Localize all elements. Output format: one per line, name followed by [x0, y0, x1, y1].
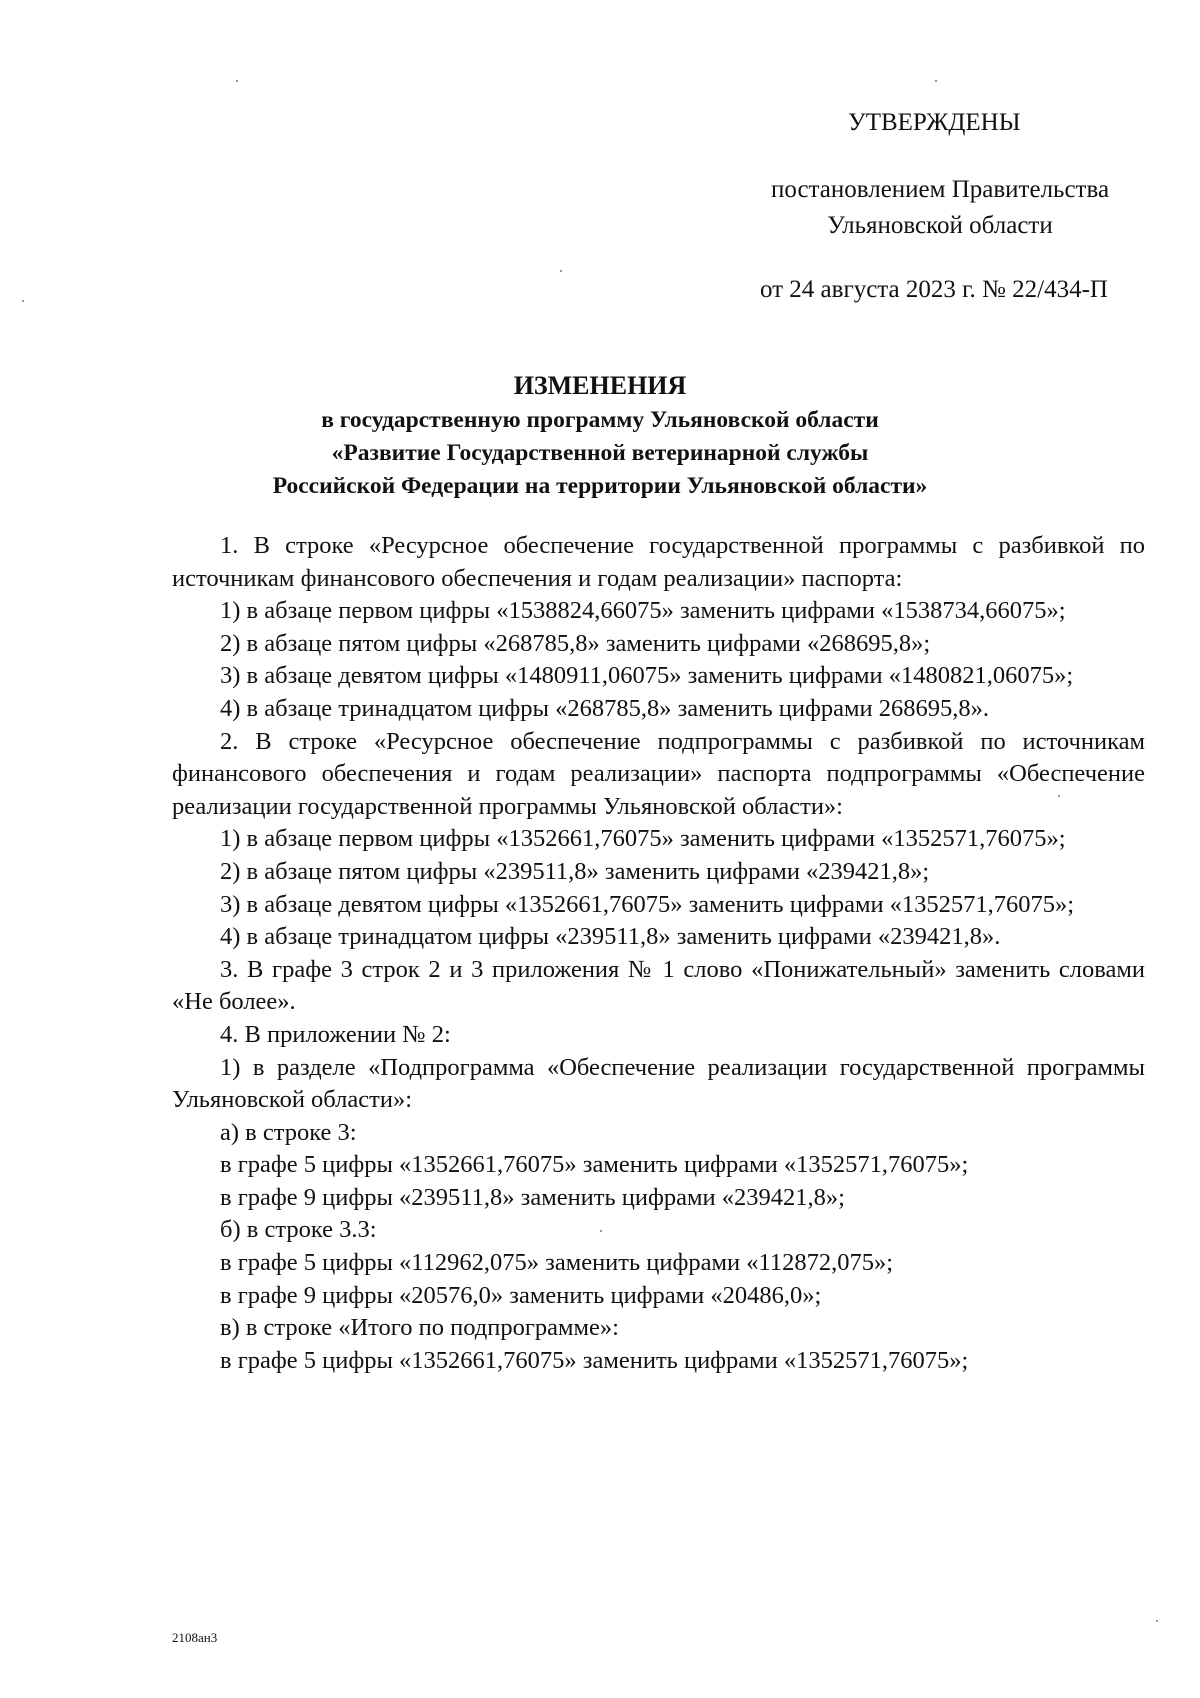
document-body	[172, 530, 1145, 1377]
paragraph: а) в строке 3:	[220, 1118, 357, 1146]
paragraph: в графе 9 цифры «20576,0» заменить цифрами «20486,0»;	[220, 1281, 822, 1309]
decree-reference	[740, 172, 1140, 244]
decree-line-2: Ульяновской области	[827, 212, 1053, 239]
paragraph: 3. В графе 3 строк 2 и 3 приложения № 1 слово «Понижательный» заменить словами «Не более».	[172, 955, 1145, 1016]
scan-speck	[935, 80, 937, 82]
title-line-1: в государственную программу Ульяновской области	[321, 407, 879, 433]
paragraph: в графе 5 цифры «112962,075» заменить цифрами «112872,075»;	[220, 1249, 894, 1277]
paragraph: в графе 5 цифры «1352661,76075» заменить цифрами «1352571,76075»;	[220, 1151, 969, 1179]
approved-label: УТВЕРЖДЕНЫ	[848, 109, 1021, 136]
scan-speck	[236, 80, 238, 82]
paragraph: 3) в абзаце девятом цифры «1352661,76075» заменить цифрами «1352571,76075»;	[220, 890, 1075, 918]
decree-date: от 24 августа 2023 г. № 22/434-П	[759, 276, 1108, 303]
paragraph: 2) в абзаце пятом цифры «268785,8» заменить цифрами «268695,8»;	[220, 629, 931, 657]
scan-speck	[1156, 1620, 1158, 1622]
paragraph: 1) в разделе «Подпрограмма «Обеспечение реализации государственной программы Ульяновской области»:	[172, 1053, 1145, 1114]
paragraph: в графе 5 цифры «1352661,76075» заменить цифрами «1352571,76075»;	[220, 1346, 969, 1374]
footer-code: 2108ан3	[172, 1630, 218, 1645]
paragraph: в) в строке «Итого по подпрограмме»:	[220, 1314, 619, 1342]
paragraph: 4) в абзаце тринадцатом цифры «239511,8» заменить цифрами «239421,8».	[220, 923, 1001, 951]
paragraph: 3) в абзаце девятом цифры «1480911,06075» заменить цифрами «1480821,06075»;	[220, 662, 1074, 690]
paragraph: в графе 9 цифры «239511,8» заменить цифрами «239421,8»;	[220, 1183, 845, 1211]
paragraph: 4) в абзаце тринадцатом цифры «268785,8» заменить цифрами 268695,8».	[220, 694, 989, 722]
paragraph: 2. В строке «Ресурсное обеспечение подпрограммы с разбивкой по источникам финансового обеспечения и годам реализации» паспорта подпрограммы «Обеспечение реализации государственной программы Ульяновской области»:	[172, 727, 1145, 820]
scan-speck	[1058, 795, 1060, 797]
paragraph: 1) в абзаце первом цифры «1352661,76075» заменить цифрами «1352571,76075»;	[220, 825, 1066, 853]
title-line-3: Российской Федерации на территории Ульяновской области»	[272, 473, 928, 499]
paragraph: 2) в абзаце пятом цифры «239511,8» заменить цифрами «239421,8»;	[220, 857, 930, 885]
paragraph: б) в строке 3.3:	[220, 1216, 377, 1244]
paragraph: 1. В строке «Ресурсное обеспечение государственной программы с разбивкой по источникам финансового обеспечения и годам реализации» паспорта:	[172, 532, 1145, 592]
scan-speck	[600, 1230, 602, 1232]
title-heading: ИЗМЕНЕНИЯ	[513, 371, 687, 400]
decree-line-1: постановлением Правительства	[770, 176, 1110, 203]
scan-speck	[22, 300, 24, 302]
paragraph: 1) в абзаце первом цифры «1538824,66075» заменить цифрами «1538734,66075»;	[220, 597, 1066, 625]
document-title	[150, 368, 1050, 503]
title-line-2: «Развитие Государственной ветеринарной службы	[331, 440, 869, 466]
scan-speck	[560, 270, 562, 272]
paragraph: 4. В приложении № 2:	[220, 1020, 451, 1048]
